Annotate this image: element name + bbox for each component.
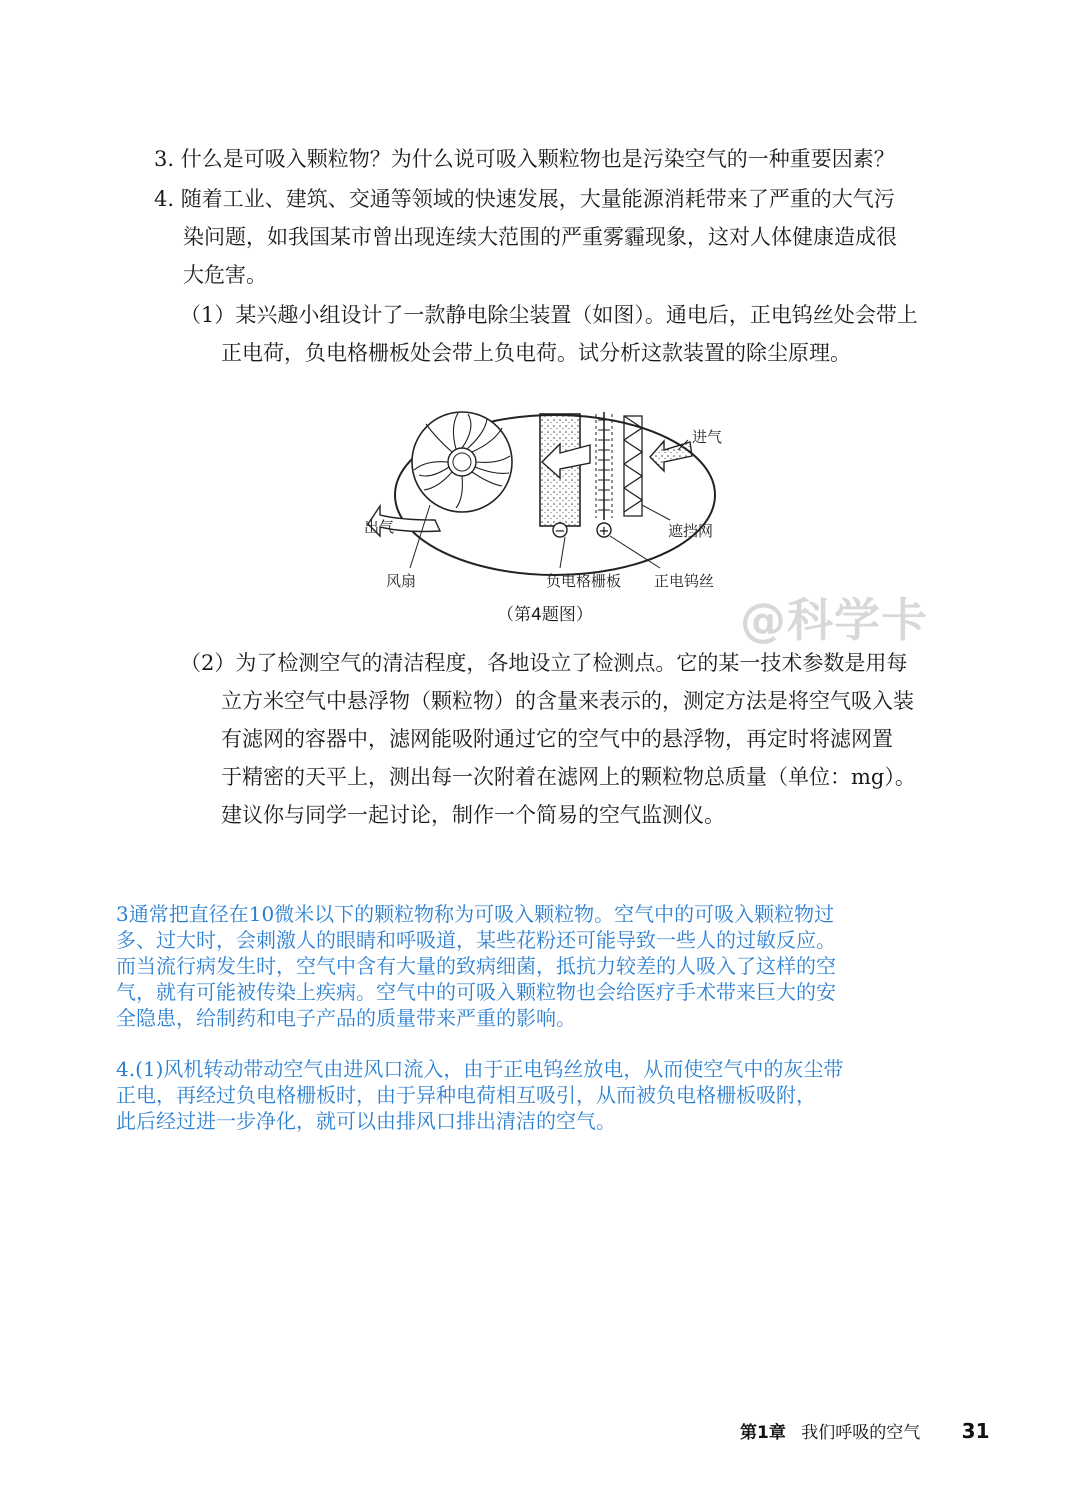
answer-4: [116, 1056, 996, 1134]
screen-mesh: [624, 416, 642, 516]
inlet-arrow: [650, 441, 692, 471]
part-1-line: 正电荷，负电格栅板处会带上负电荷。试分析这款装置的除尘原理。: [221, 341, 851, 365]
answer-3-line: 3通常把直径在10微米以下的颗粒物称为可吸入颗粒物。空气中的可吸入颗粒物过: [116, 902, 835, 926]
part-1-line: （1）某兴趣小组设计了一款静电除尘装置（如图）。通电后，正电钨丝处会带上: [180, 303, 918, 327]
part-2-line: 有滤网的容器中，滤网能吸附通过它的空气中的悬浮物，再定时将滤网置: [221, 727, 893, 751]
label-outlet: 出气: [364, 518, 395, 536]
page-footer: [740, 1418, 990, 1443]
question-4: [154, 180, 897, 294]
answer-3-line: 多、过大时，会刺激人的眼睛和呼吸道，某些花粉还可能导致一些人的过敏反应。: [116, 928, 836, 952]
question-3: [154, 140, 895, 178]
label-wire: 正电钨丝: [654, 572, 715, 590]
figure-caption: （第4题图）: [497, 605, 593, 625]
plus-sign: +: [598, 524, 610, 539]
answer-3-line: 全隐患，给制药和电子产品的质量带来严重的影响。: [116, 1006, 576, 1030]
answer-4-line: 4.(1)风机转动带动空气由进风口流入，由于正电钨丝放电，从而使空气中的灰尘带: [116, 1057, 844, 1081]
answer-4-line: 此后经过进一步净化，就可以由排风口排出清洁的空气。: [116, 1109, 616, 1133]
minus-sign: −: [554, 524, 566, 539]
part-2-line: 立方米空气中悬浮物（颗粒物）的含量来表示的，测定方法是将空气吸入装: [221, 689, 914, 713]
watermark: @科学卡: [740, 593, 928, 647]
label-inlet: 进气: [692, 428, 723, 446]
answer-4-line: 正电，再经过负电格栅板时，由于异种电荷相互吸引，从而被负电格栅板吸附，: [116, 1083, 816, 1107]
question-4-part-2: [180, 644, 916, 834]
label-fan: 风扇: [386, 572, 417, 590]
question-4-part-1: [180, 296, 918, 372]
question-4-line: 4. 随着工业、建筑、交通等领域的快速发展，大量能源消耗带来了严重的大气污: [154, 187, 895, 211]
dust-collector-figure: [360, 400, 740, 600]
question-4-line: 大危害。: [183, 263, 267, 287]
chapter-title: 我们呼吸的空气: [801, 1423, 921, 1443]
part-2-line: （2）为了检测空气的清洁程度，各地设立了检测点。它的某一技术参数是用每: [180, 651, 908, 675]
answer-3: [116, 901, 996, 1031]
part-2-line: 建议你与同学一起讨论，制作一个简易的空气监测仪。: [221, 803, 725, 827]
question-4-line: 染问题，如我国某市曾出现连续大范围的严重雾霾现象，这对人体健康造成很: [183, 225, 897, 249]
part-2-line: 于精密的天平上，测出每一次附着在滤网上的颗粒物总质量（单位：mg）。: [221, 765, 916, 789]
label-screen: 遮挡网: [668, 522, 714, 540]
question-3-text: 3. 什么是可吸入颗粒物？为什么说可吸入颗粒物也是污染空气的一种重要因素？: [154, 147, 895, 171]
label-grid: 负电格栅板: [546, 572, 622, 590]
answer-3-line: 而当流行病发生时，空气中含有大量的致病细菌，抵抗力较差的人吸入了这样的空: [116, 954, 836, 978]
positive-tungsten-wire: [596, 412, 612, 520]
fan-icon: [412, 412, 512, 512]
electrode-terminals: [553, 523, 611, 539]
page-number: 31: [961, 1419, 990, 1443]
chapter-number: 第1章: [740, 1423, 786, 1443]
answer-3-line: 气，就有可能被传染上疾病。空气中的可吸入颗粒物也会给医疗手术带来巨大的安: [116, 980, 836, 1004]
